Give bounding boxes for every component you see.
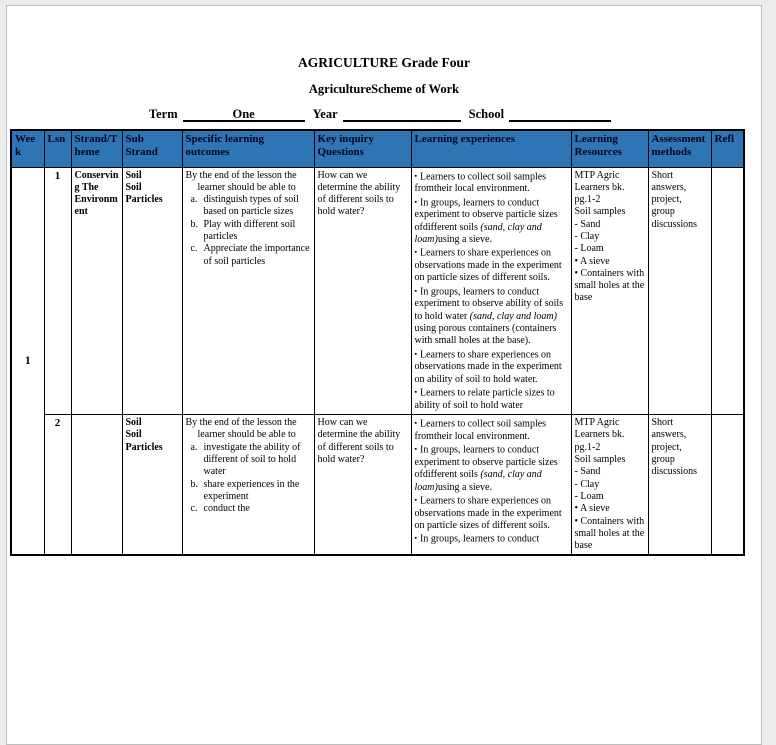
bullet-icon: ▪: [414, 197, 417, 206]
outcomes-cell: [182, 167, 314, 415]
experience-item: [415, 285, 568, 348]
bullet-icon: ▪: [414, 495, 417, 504]
col-header-lsn: Lsn: [44, 130, 71, 167]
term-value-blank[interactable]: [183, 107, 305, 122]
outcome-text: investigate the ability of different of soil to hold water: [203, 441, 301, 478]
bullet-icon: ▪: [414, 534, 417, 543]
resources-cell: [571, 415, 648, 556]
outcome-letter: a.: [190, 441, 198, 453]
school-value-blank[interactable]: [509, 107, 611, 122]
bullet-icon: ▪: [414, 419, 417, 428]
outcome-letter: a.: [190, 194, 198, 206]
outcomes-intro: By the end of the lesson the learner should be able to: [185, 417, 297, 441]
bullet-icon: ▪: [414, 388, 417, 397]
year-value-blank[interactable]: [343, 107, 461, 122]
resource-line: - Loam: [574, 243, 604, 255]
experience-item: [415, 443, 568, 494]
key-inquiry-cell: How can we determine the ability of different soils to hold water?: [314, 415, 411, 556]
sub-strand-line: Soil: [125, 169, 142, 181]
sub-strand-line: Soil Particles: [125, 181, 163, 206]
resource-line: Soil samples: [574, 206, 626, 218]
outcome-item: [186, 442, 311, 479]
outcome-text: conduct the: [203, 503, 250, 515]
experience-text: Learners to share experiences on observations made in the experiment on particle sizes of different soils.: [414, 495, 562, 532]
outcome-text: Play with different soil particles: [203, 218, 296, 242]
resource-line: • Containers with small holes at the base: [574, 515, 645, 552]
outcome-item: [186, 194, 311, 219]
col-header-sub-strand: Sub Strand: [122, 130, 182, 167]
experiences-cell: [411, 415, 571, 556]
resource-line: - Sand: [574, 466, 601, 478]
bullet-icon: ▪: [414, 286, 417, 295]
experience-italic-text: (sand, clay and loam): [414, 469, 542, 493]
document-page: [6, 5, 762, 745]
term-label: Term: [148, 107, 178, 121]
lesson-row-1: [11, 167, 744, 415]
week-cell: 1: [11, 167, 44, 555]
experience-item: [415, 348, 568, 386]
assessment-cell: Short answers, project, group discussions: [648, 167, 711, 415]
col-header-experiences: Learning experiences: [411, 130, 571, 167]
outcome-letter: c.: [190, 503, 198, 515]
outcome-text: share experiences in the experiment: [203, 478, 300, 502]
experience-text: Learners to collect soil samples fromtheir local environment.: [414, 418, 547, 442]
experience-italic-text: (sand, clay and loam): [469, 310, 557, 322]
assessment-cell: Short answers, project, group discussions: [648, 415, 711, 556]
sub-strand-line: Soil Particles: [125, 429, 163, 453]
col-header-week: Week: [11, 130, 44, 167]
reflection-cell: [711, 167, 744, 415]
experience-item: [415, 246, 568, 284]
key-inquiry-cell: How can we determine the ability of different soils to hold water?: [314, 167, 411, 415]
outcome-letter: b.: [190, 478, 198, 490]
lesson-row-2: [11, 415, 744, 556]
experience-text: In groups, learners to conduct experiment to observe ability of soils to hold water: [414, 286, 564, 322]
lesson-number-cell: 1: [44, 167, 71, 415]
col-header-outcomes: Specific learning outcomes: [182, 130, 314, 167]
experience-text: Learners to share experiences on observations made in the experiment on ability of soil to hold water.: [414, 349, 562, 385]
resource-line: - Clay: [574, 478, 600, 490]
doc-subtitle: AgricultureScheme of Work: [308, 82, 460, 96]
experience-text: Learners to collect soil samples fromtheir local environment.: [414, 171, 547, 195]
outcomes-intro: By the end of the lesson the learner should be able to: [185, 169, 297, 193]
outcome-item: [186, 503, 311, 515]
experience-text-cont: using a sieve.: [437, 481, 492, 493]
year-label: Year: [312, 107, 338, 121]
outcomes-cell: [182, 415, 314, 556]
resource-line: MTP Agric Learners bk. pg.1-2: [574, 417, 625, 453]
resource-line: - Loam: [574, 490, 604, 502]
experience-item: [415, 196, 568, 247]
resource-line: • Containers with small holes at the base: [574, 267, 645, 304]
experience-text: In groups, learners to conduct experiment to observe particle sizes ofdifferent soils: [414, 444, 558, 481]
resource-line: - Clay: [574, 230, 600, 242]
sub-strand-cell: [122, 167, 182, 415]
experience-text-cont: using porous containers (containers with small holes at the base).: [414, 323, 557, 347]
experience-text: In groups, learners to conduct: [419, 533, 540, 545]
lesson-number-cell: 2: [44, 415, 71, 556]
scheme-of-work-table: [10, 129, 745, 556]
col-header-strand: Strand/Theme: [71, 130, 122, 167]
experience-text: Learners to relate particle sizes to ability of soil to hold water: [414, 387, 555, 411]
experience-item: [415, 386, 568, 412]
experience-item: [415, 494, 568, 532]
bullet-icon: ▪: [414, 445, 417, 454]
col-header-key-inquiry: Key inquiry Questions: [314, 130, 411, 167]
experience-text: In groups, learners to conduct experiment to observe particle sizes ofdifferent soils: [414, 197, 558, 233]
outcome-item: [186, 243, 311, 268]
resource-line: - Sand: [574, 218, 601, 230]
experience-text-cont: using a sieve.: [437, 233, 492, 245]
term-value: One: [232, 107, 255, 121]
resource-line: Soil samples: [574, 454, 626, 466]
outcome-item: [186, 219, 311, 244]
resource-line: MTP Agric Learners bk. pg.1-2: [574, 169, 625, 206]
resource-line: • A sieve: [574, 503, 610, 515]
bullet-icon: ▪: [414, 171, 417, 180]
outcome-text: distinguish types of soil based on particle sizes: [203, 194, 299, 218]
strand-cell: [71, 415, 122, 556]
outcome-letter: b.: [190, 218, 198, 230]
bullet-icon: ▪: [414, 248, 417, 257]
bullet-icon: ▪: [414, 349, 417, 358]
school-label: School: [468, 107, 505, 121]
outcome-item: [186, 479, 311, 504]
experiences-cell: [411, 167, 571, 415]
reflection-cell: [711, 415, 744, 556]
experience-text: Learners to share experiences on observations made in the experiment on particle sizes of different soils.: [414, 247, 562, 284]
sub-strand-cell: [122, 415, 182, 556]
outcome-text: Appreciate the importance of soil particles: [203, 243, 310, 267]
experience-italic-text: (sand, clay and loam): [414, 221, 542, 245]
col-header-assessment: Assessment methods: [648, 130, 711, 167]
table-header-row: [11, 130, 744, 167]
experience-item: [415, 417, 568, 443]
col-header-reflection: Refl: [711, 130, 744, 167]
doc-title: AGRICULTURE Grade Four: [297, 55, 470, 70]
term-year-school-line: [7, 107, 761, 122]
resource-line: • A sieve: [574, 255, 610, 267]
experience-item: [415, 170, 568, 196]
strand-cell: Conserving The Environment: [71, 167, 122, 415]
sub-strand-line: Soil: [125, 417, 142, 429]
col-header-resources: Learning Resources: [571, 130, 648, 167]
experience-item: [415, 532, 568, 546]
resources-cell: [571, 167, 648, 415]
outcome-letter: c.: [190, 243, 198, 255]
